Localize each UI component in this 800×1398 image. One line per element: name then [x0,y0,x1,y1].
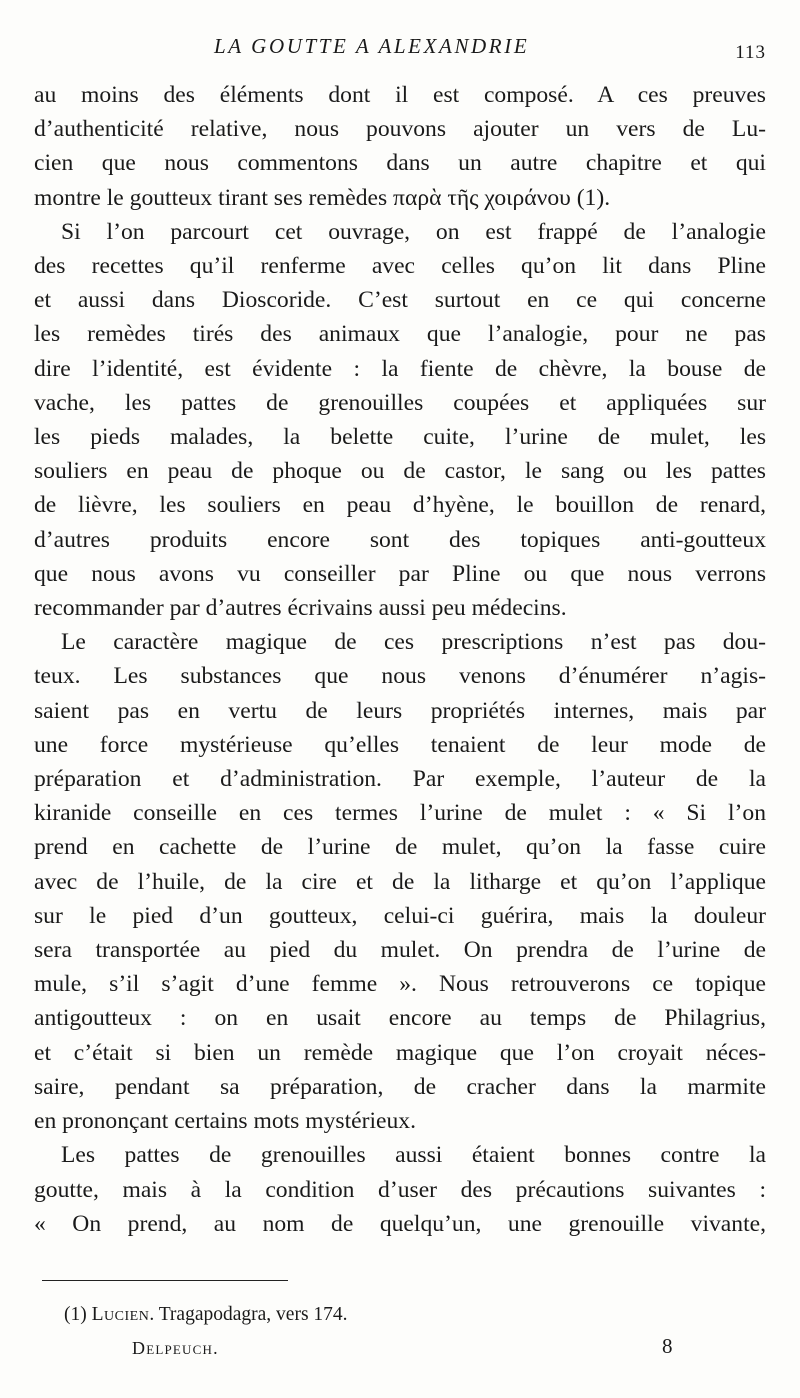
footnote-rule [42,1280,288,1281]
footnote-marker: (1) [64,1304,87,1325]
running-title: LA GOUTTE A ALEXANDRIE [214,34,530,58]
text-line: recommander par d’autres écrivains aussi peu médecins. [34,595,567,622]
page-number: 113 [735,42,766,63]
text-line: prend en cachette de l’urine de mulet, qu’on la fasse cuire [34,834,766,861]
text-line: en prononçant certains mots mystérieux. [34,1108,416,1135]
text-line: les remèdes tirés des animaux que l’analogie, pour ne pas [34,321,766,348]
footnote [64,1303,348,1327]
text-line: d’autres produits encore sont des topiques anti-goutteux [34,526,766,553]
text-line: kiranide conseille en ces termes l’urine de mulet : « Si l’on [34,800,766,827]
text-line: Les pattes de grenouilles aussi étaient bonnes contre la [61,1142,766,1169]
text-line: et aussi dans Dioscoride. C’est surtout en ce qui concerne [34,287,766,314]
text-line: saient pas en vertu de leurs propriétés internes, mais par [34,697,766,724]
body-text [34,78,766,1241]
text-line: vache, les pattes de grenouilles coupées et appliquées sur [34,389,766,416]
sheet-number: 8 [662,1334,673,1358]
text-line: au moins des éléments dont il est composé. A ces preuves [34,82,766,108]
text-line: de lièvre, les souliers en peau d’hyène, le bouillon de renard, [34,492,766,519]
text-line: préparation et d’administration. Par exemple, l’auteur de la [34,766,766,793]
text-line: avec de l’huile, de la cire et de la litharge et qu’on l’applique [34,868,766,895]
text-line: des recettes qu’il renferme avec celles qu’on lit dans Pline [34,253,766,280]
printer-signature: Delpeuch. [132,1338,219,1358]
text-line: dire l’identité, est évidente : la fiente de chèvre, la bouse de [34,355,766,382]
text-line: Si l’on parcourt cet ouvrage, on est frappé de l’analogie [61,218,766,245]
text-line: teux. Les substances que nous venons d’énumérer n’agis- [34,663,766,690]
text-line: que nous avons vu conseiller par Pline ou que nous verrons [34,560,766,587]
text-line: goutte, mais à la condition d’user des précautions suivantes : [34,1176,766,1203]
text-line: souliers en peau de phoque ou de castor, le sang ou les pattes [34,458,766,485]
text-line: les pieds malades, la belette cuite, l’urine de mulet, les [34,424,766,451]
text-line: cien que nous commentons dans un autre chapitre et qui [34,150,766,177]
text-line: une force mystérieuse qu’elles tenaient de leur mode de [34,731,766,758]
text-line: et c’était si bien un remède magique que l’on croyait néces- [34,1039,766,1066]
text-line: sera transportée au pied du mulet. On prendra de l’urine de [34,937,766,964]
text-line: mule, s’il s’agit d’une femme ». Nous retrouverons ce topique [34,971,766,998]
footnote-text: . Tragapodagra, vers 174. [149,1304,348,1325]
text-line: Le caractère magique de ces prescriptions n’est pas dou- [61,629,766,656]
text-line: saire, pendant sa préparation, de cracher dans la marmite [34,1073,766,1100]
running-head [0,34,800,64]
text-line: montre le goutteux tirant ses remèdes παρὰ τῆς χοιράνου (1). [34,184,611,211]
text-line: « On prend, au nom de quelqu’un, une grenouille vivante, [34,1210,766,1237]
text-line: antigoutteux : on en usait encore au temps de Philagrius, [34,1005,766,1032]
footnote-author: Lucien [91,1304,150,1325]
text-line: d’authenticité relative, nous pouvons ajouter un vers de Lu- [34,116,766,143]
text-line: sur le pied d’un goutteux, celui-ci guérira, mais la douleur [34,902,766,929]
